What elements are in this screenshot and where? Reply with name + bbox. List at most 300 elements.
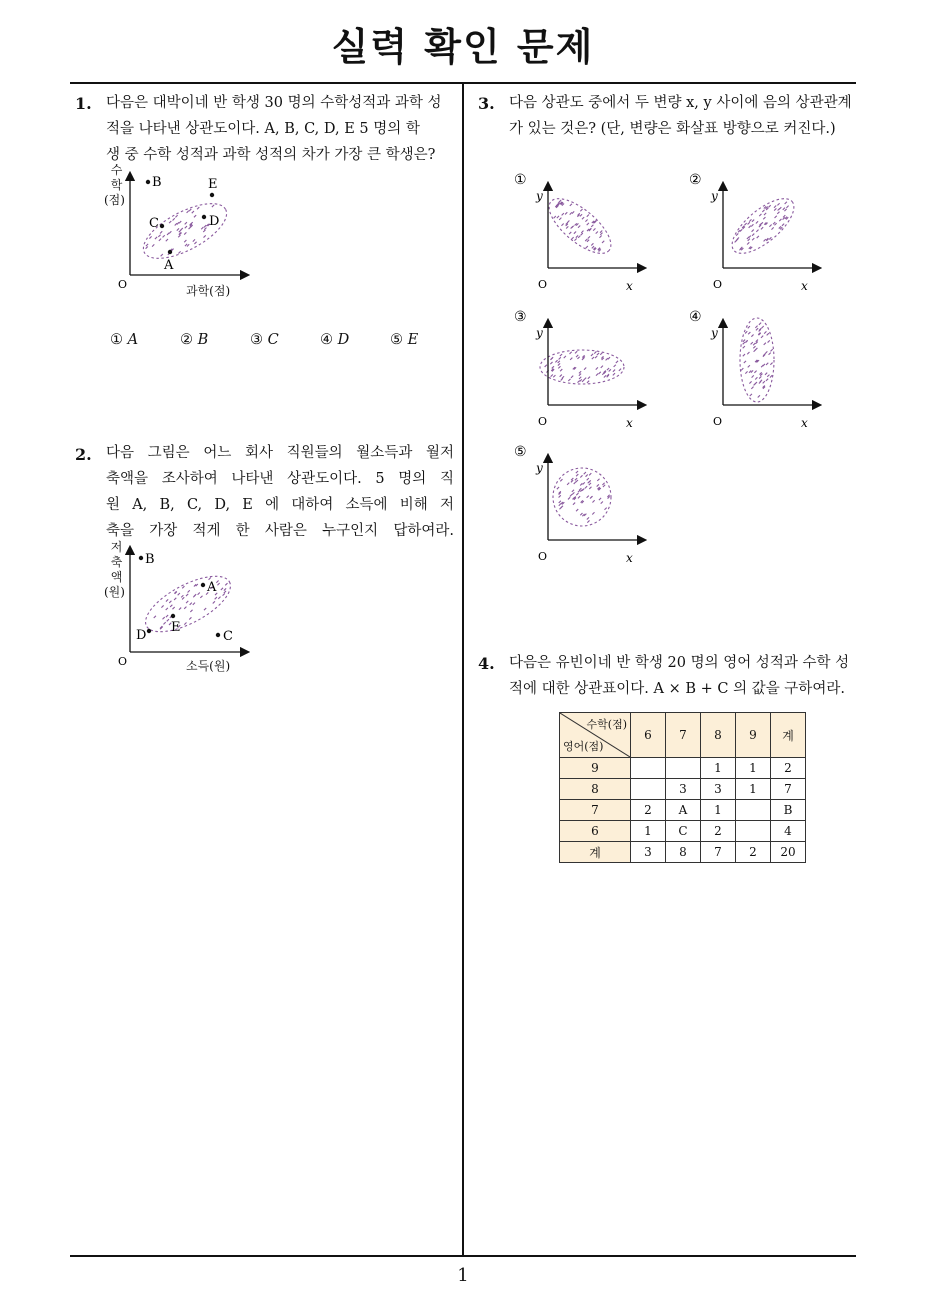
scatter-dot	[553, 375, 555, 377]
table-cell: B	[771, 800, 806, 821]
scatter-dot	[584, 472, 586, 474]
scatter-dot	[178, 251, 180, 253]
scatter-dot	[580, 379, 582, 381]
scatter-dot	[606, 358, 608, 360]
scatter-dot	[576, 235, 578, 237]
scatter-dot	[786, 206, 788, 208]
scatter-dot	[585, 219, 587, 221]
scatter-dot	[761, 227, 763, 229]
scatter-dot	[565, 212, 567, 214]
scatter-dot	[185, 226, 187, 228]
scatter-dot	[212, 205, 214, 207]
y-axis-label: y	[536, 189, 543, 203]
scatter-dot	[580, 214, 582, 216]
point-label: D	[209, 214, 220, 229]
dot-cloud	[135, 193, 234, 270]
origin-label: O	[713, 415, 723, 428]
scatter-dot	[770, 363, 772, 365]
scatter-dot	[161, 605, 163, 607]
table-cell: 1	[736, 779, 771, 800]
scatter-dot	[759, 214, 761, 216]
scatter-dot	[589, 480, 591, 482]
scatter-plot-option-2	[685, 168, 835, 298]
scatter-dot	[594, 351, 596, 353]
scatter-dot	[600, 230, 602, 232]
point-label: C	[149, 216, 159, 231]
scatter-dot	[570, 494, 572, 496]
table-cell: 1	[701, 800, 736, 821]
scatter-dot	[560, 479, 562, 481]
scatter-dot	[596, 367, 598, 369]
origin-label: O	[538, 415, 548, 428]
scatter-dot	[154, 616, 156, 618]
scatter-dot	[770, 349, 772, 351]
text-line: 적을 나타낸 상관도이다. A, B, C, D, E 5 명의 학	[106, 121, 420, 137]
origin-label: O	[118, 278, 128, 291]
scatter-dot	[764, 343, 766, 345]
scatter-dot	[766, 363, 768, 365]
scatter-dot	[155, 237, 157, 239]
scatter-dot	[763, 381, 765, 383]
scatter-dot	[754, 383, 756, 385]
scatter-dot	[174, 598, 176, 600]
scatter-dot	[160, 231, 162, 233]
table-cell: 2	[701, 821, 736, 842]
scatter-dot	[558, 366, 560, 368]
scatter-dot	[193, 239, 195, 241]
choice-4[interactable]: ④ D	[320, 332, 350, 348]
scatter-dot	[580, 483, 582, 485]
column-divider	[462, 82, 464, 1257]
scatter-dot	[579, 377, 581, 379]
table-cell: C	[666, 821, 701, 842]
scatter-dot	[585, 486, 587, 488]
scatter-dot	[764, 331, 766, 333]
scatter-dot	[599, 498, 601, 500]
scatter-dot	[589, 483, 591, 485]
scatter-dot	[561, 224, 563, 226]
scatter-dot	[745, 340, 747, 342]
scatter-dot	[557, 216, 559, 218]
text-line: 다음은 유빈이네 반 학생 20 명의 영어 성적과 수학 성	[509, 655, 850, 671]
bottom-rule	[70, 1255, 856, 1257]
table-cell: 3	[631, 842, 666, 863]
scatter-dot	[178, 593, 180, 595]
scatter-dot	[585, 239, 587, 241]
scatter-dot	[748, 365, 750, 367]
scatter-dot	[198, 593, 200, 595]
scatter-dot	[560, 507, 562, 509]
page-title: 실력 확인 문제	[331, 25, 595, 69]
scatter-dot	[756, 340, 758, 342]
scatter-dot	[175, 215, 177, 217]
scatter-dot	[204, 235, 206, 237]
scatter-dot	[589, 487, 591, 489]
scatter-dot	[748, 332, 750, 334]
scatter-dot	[619, 369, 621, 371]
scatter-dot	[602, 483, 604, 485]
scatter-dot	[757, 236, 759, 238]
scatter-dot	[187, 244, 189, 246]
scatter-dot	[587, 520, 589, 522]
scatter-dot	[194, 594, 196, 596]
option-mark: ①	[514, 172, 527, 188]
scatter-dot	[761, 365, 763, 367]
scatter-dot	[163, 617, 165, 619]
y-axis-label: y	[711, 326, 718, 340]
scatter-dot	[591, 354, 593, 356]
choice-1[interactable]: ① A	[110, 332, 139, 348]
dot-cloud	[724, 189, 803, 262]
scatter-dot	[576, 355, 578, 357]
origin-label: O	[118, 655, 128, 668]
scatter-dot	[179, 221, 181, 223]
scatter-dot	[586, 474, 588, 476]
scatter-dot	[562, 376, 564, 378]
scatter-dot	[573, 503, 575, 505]
scatter-dot	[204, 608, 206, 610]
scatter-dot	[570, 358, 572, 360]
scatter-dot	[607, 368, 609, 370]
scatter-dot	[753, 343, 755, 345]
scatter-dot	[213, 601, 215, 603]
scatter-dot	[758, 395, 760, 397]
x-axis-label: x	[801, 416, 808, 430]
scatter-dot	[763, 217, 765, 219]
scatter-dot	[178, 235, 180, 237]
scatter-dot	[559, 357, 561, 359]
scatter-dot	[578, 226, 580, 228]
text-line: 다음은 대박이네 반 학생 30 명의 수학성적과 과학 성	[106, 95, 442, 111]
scatter-dot	[179, 232, 181, 234]
scatter-dot	[765, 351, 767, 353]
choice-2[interactable]: ② B	[180, 332, 209, 348]
scatter-dot	[587, 478, 589, 480]
scatter-dot	[551, 374, 553, 376]
table-row	[560, 779, 806, 800]
text-line: 생 중 수학 성적과 과학 성적의 차가 가장 큰 학생은?	[106, 147, 436, 163]
scatter-dot	[602, 241, 604, 243]
scatter-dot	[571, 478, 573, 480]
scatter-dot	[769, 353, 771, 355]
scatter-dot	[760, 380, 762, 382]
scatter-dot	[550, 362, 552, 364]
point-label: B	[145, 552, 155, 567]
scatter-dot	[559, 504, 561, 506]
text-line: 다음 그림은 어느 회사 직원들의 월소득과 월저	[106, 445, 454, 461]
scatter-dot	[779, 219, 781, 221]
scatter-dot	[774, 223, 776, 225]
scatter-dot	[614, 365, 616, 367]
scatter-dot	[568, 379, 570, 381]
row-header: 8	[560, 779, 631, 800]
scatter-dot	[597, 484, 599, 486]
scatter-dot	[741, 368, 743, 370]
scatter-dot	[613, 373, 615, 375]
scatter-dot	[759, 223, 761, 225]
scatter-dot	[561, 378, 563, 380]
scatter-dot	[163, 235, 165, 237]
scatter-dot	[192, 211, 194, 213]
table-cell: 2	[631, 800, 666, 821]
scatter-dot	[755, 377, 757, 379]
scatter-dot	[589, 473, 591, 475]
y-axis-label: 저 축 액 (원)	[104, 540, 125, 599]
scatter-dot	[748, 239, 750, 241]
scatter-dot	[169, 221, 171, 223]
table-cell: 8	[666, 842, 701, 863]
scatter-dot	[756, 328, 758, 330]
scatter-dot	[603, 485, 605, 487]
scatter-dot	[596, 373, 598, 375]
scatter-dot	[747, 237, 749, 239]
scatter-dot	[769, 237, 771, 239]
column-header: 9	[736, 713, 771, 758]
scatter-dot	[774, 206, 776, 208]
scatter-dot	[560, 369, 562, 371]
question-number: 2.	[75, 445, 92, 464]
scatter-dot	[558, 363, 560, 365]
scatter-dot	[204, 228, 206, 230]
scatter-dot	[574, 482, 576, 484]
scatter-dot	[181, 595, 183, 597]
scatter-dot	[744, 361, 746, 363]
scatter-dot	[613, 370, 615, 372]
table-cell: 2	[771, 758, 806, 779]
table-cell	[736, 800, 771, 821]
scatter-dot	[558, 361, 560, 363]
scatter-dot	[748, 326, 750, 328]
point-label: B	[152, 175, 162, 190]
table-cell: 3	[666, 779, 701, 800]
x-axis-label: x	[801, 279, 808, 293]
scatter-dot	[601, 366, 603, 368]
scatter-dot	[752, 238, 754, 240]
scatter-dot	[552, 366, 554, 368]
scatter-dot	[146, 246, 148, 248]
x-axis-label: 소득(원)	[186, 659, 231, 673]
scatter-dot	[593, 228, 595, 230]
scatter-dot	[785, 202, 787, 204]
scatter-dot	[216, 581, 218, 583]
scatter-dot	[751, 224, 753, 226]
scatter-dot	[158, 235, 160, 237]
scatter-dot	[766, 379, 768, 381]
scatter-dot	[576, 509, 578, 511]
table-cell: 1	[631, 821, 666, 842]
scatter-dot	[179, 230, 181, 232]
scatter-dot	[177, 228, 179, 230]
scatter-dot	[751, 334, 753, 336]
question-number: 4.	[478, 654, 495, 673]
scatter-dot	[584, 378, 586, 380]
scatter-dot	[166, 239, 168, 241]
row-header: 계	[560, 842, 631, 863]
y-axis-label: y	[711, 189, 718, 203]
point-label: D	[136, 628, 147, 643]
scatter-dot	[578, 496, 580, 498]
choice-5[interactable]: ⑤ E	[390, 332, 419, 348]
scatter-dot	[761, 326, 763, 328]
scatter-dot	[609, 369, 611, 371]
scatter-dot	[185, 244, 187, 246]
text-line: 축을 가장 적게 한 사람은 누구인지 답하여라.	[106, 523, 454, 539]
scatter-dot	[753, 346, 755, 348]
scatter-dot	[186, 601, 188, 603]
point-label: C	[223, 629, 233, 644]
scatter-dot	[572, 490, 574, 492]
scatter-dot	[146, 244, 148, 246]
scatter-dot	[188, 590, 190, 592]
y-axis-label: 수 학 (점)	[104, 163, 125, 207]
scatter-dot	[770, 375, 772, 377]
x-axis-label: x	[626, 551, 633, 565]
option-mark: ⑤	[514, 444, 527, 460]
x-axis-label: 과학(점)	[186, 284, 231, 298]
scatter-dot	[173, 218, 175, 220]
scatter-dot	[596, 231, 598, 233]
scatter-dot	[591, 225, 593, 227]
scatter-dot	[763, 354, 765, 356]
scatter-dot	[767, 333, 769, 335]
scatter-dot	[221, 588, 223, 590]
scatter-dot	[745, 331, 747, 333]
scatter-dot	[783, 208, 785, 210]
scatter-dot	[197, 207, 199, 209]
scatter-dot	[591, 243, 593, 245]
option-mark: ④	[689, 309, 702, 325]
scatter-dot	[572, 211, 574, 213]
scatter-dot	[224, 588, 226, 590]
scatter-dot	[200, 596, 202, 598]
scatter-plot-q2	[100, 545, 280, 675]
scatter-dot	[762, 210, 764, 212]
scatter-dot	[580, 513, 582, 515]
scatter-dot	[571, 480, 573, 482]
choice-3[interactable]: ③ C	[250, 332, 279, 348]
scatter-dot	[743, 354, 745, 356]
column-header: 8	[701, 713, 736, 758]
scatter-dot	[587, 223, 589, 225]
scatter-dot	[579, 371, 581, 373]
scatter-dot	[782, 224, 784, 226]
scatter-dot	[600, 233, 602, 235]
text-line: 적에 대한 상관표이다. A × B + C 의 값을 구하여라.	[509, 681, 845, 697]
scatter-dot	[597, 479, 599, 481]
scatter-dot	[203, 230, 205, 232]
scatter-dot	[554, 216, 556, 218]
scatter-dot	[582, 380, 584, 382]
scatter-dot	[184, 240, 186, 242]
scatter-dot	[752, 234, 754, 236]
scatter-dot	[166, 599, 168, 601]
scatter-dot	[751, 342, 753, 344]
scatter-dot	[172, 607, 174, 609]
table-cell: 7	[771, 779, 806, 800]
scatter-dot	[551, 357, 553, 359]
scatter-dot	[588, 236, 590, 238]
table-row	[560, 842, 806, 863]
scatter-dot	[570, 204, 572, 206]
scatter-dot	[567, 483, 569, 485]
scatter-dot	[170, 605, 172, 607]
scatter-dot	[201, 227, 203, 229]
scatter-dot	[584, 368, 586, 370]
scatter-dot	[743, 342, 745, 344]
scatter-plot-option-5	[510, 440, 660, 570]
column-header: 7	[666, 713, 701, 758]
scatter-dot	[562, 213, 564, 215]
scatter-dot	[190, 603, 192, 605]
scatter-dot	[759, 376, 761, 378]
scatter-dot	[576, 474, 578, 476]
scatter-dot	[184, 622, 186, 624]
scatter-dot	[587, 215, 589, 217]
scatter-dot	[559, 495, 561, 497]
scatter-dot	[186, 594, 188, 596]
scatter-dot	[581, 233, 583, 235]
scatter-dot	[580, 209, 582, 211]
scatter-dot	[571, 376, 573, 378]
dot-cloud	[541, 189, 620, 262]
dot-cloud	[553, 468, 611, 526]
scatter-dot	[752, 230, 754, 232]
scatter-dot	[744, 223, 746, 225]
scatter-dot	[576, 471, 578, 473]
scatter-dot	[582, 488, 584, 490]
scatter-dot	[559, 501, 561, 503]
dot-cloud	[740, 318, 774, 402]
scatter-dot	[752, 220, 754, 222]
scatter-dot	[592, 246, 594, 248]
scatter-dot	[581, 231, 583, 233]
scatter-dot	[588, 377, 590, 379]
scatter-dot	[769, 225, 771, 227]
scatter-dot	[189, 617, 191, 619]
scatter-dot	[568, 497, 570, 499]
scatter-plot-q1	[100, 168, 280, 298]
scatter-dot	[224, 591, 226, 593]
table-row	[560, 758, 806, 779]
scatter-dot	[194, 215, 196, 217]
scatter-dot	[747, 242, 749, 244]
column-header: 계	[771, 713, 806, 758]
scatter-dot	[582, 358, 584, 360]
scatter-dot	[751, 387, 753, 389]
table-cell	[631, 758, 666, 779]
scatter-dot	[748, 222, 750, 224]
scatter-dot	[756, 342, 758, 344]
origin-label: O	[713, 278, 723, 291]
scatter-dot	[587, 517, 589, 519]
scatter-dot	[166, 608, 168, 610]
scatter-dot	[161, 254, 163, 256]
y-axis-label: y	[536, 461, 543, 475]
scatter-dot	[579, 374, 581, 376]
scatter-dot	[179, 608, 181, 610]
origin-label: O	[538, 278, 548, 291]
scatter-dot	[175, 592, 177, 594]
scatter-dot	[189, 209, 191, 211]
option-mark: ②	[689, 172, 702, 188]
scatter-dot	[575, 351, 577, 353]
origin-label: O	[538, 550, 548, 563]
scatter-dot	[587, 496, 589, 498]
scatter-dot	[761, 336, 763, 338]
scatter-dot	[560, 375, 562, 377]
scatter-dot	[184, 232, 186, 234]
scatter-dot	[743, 346, 745, 348]
